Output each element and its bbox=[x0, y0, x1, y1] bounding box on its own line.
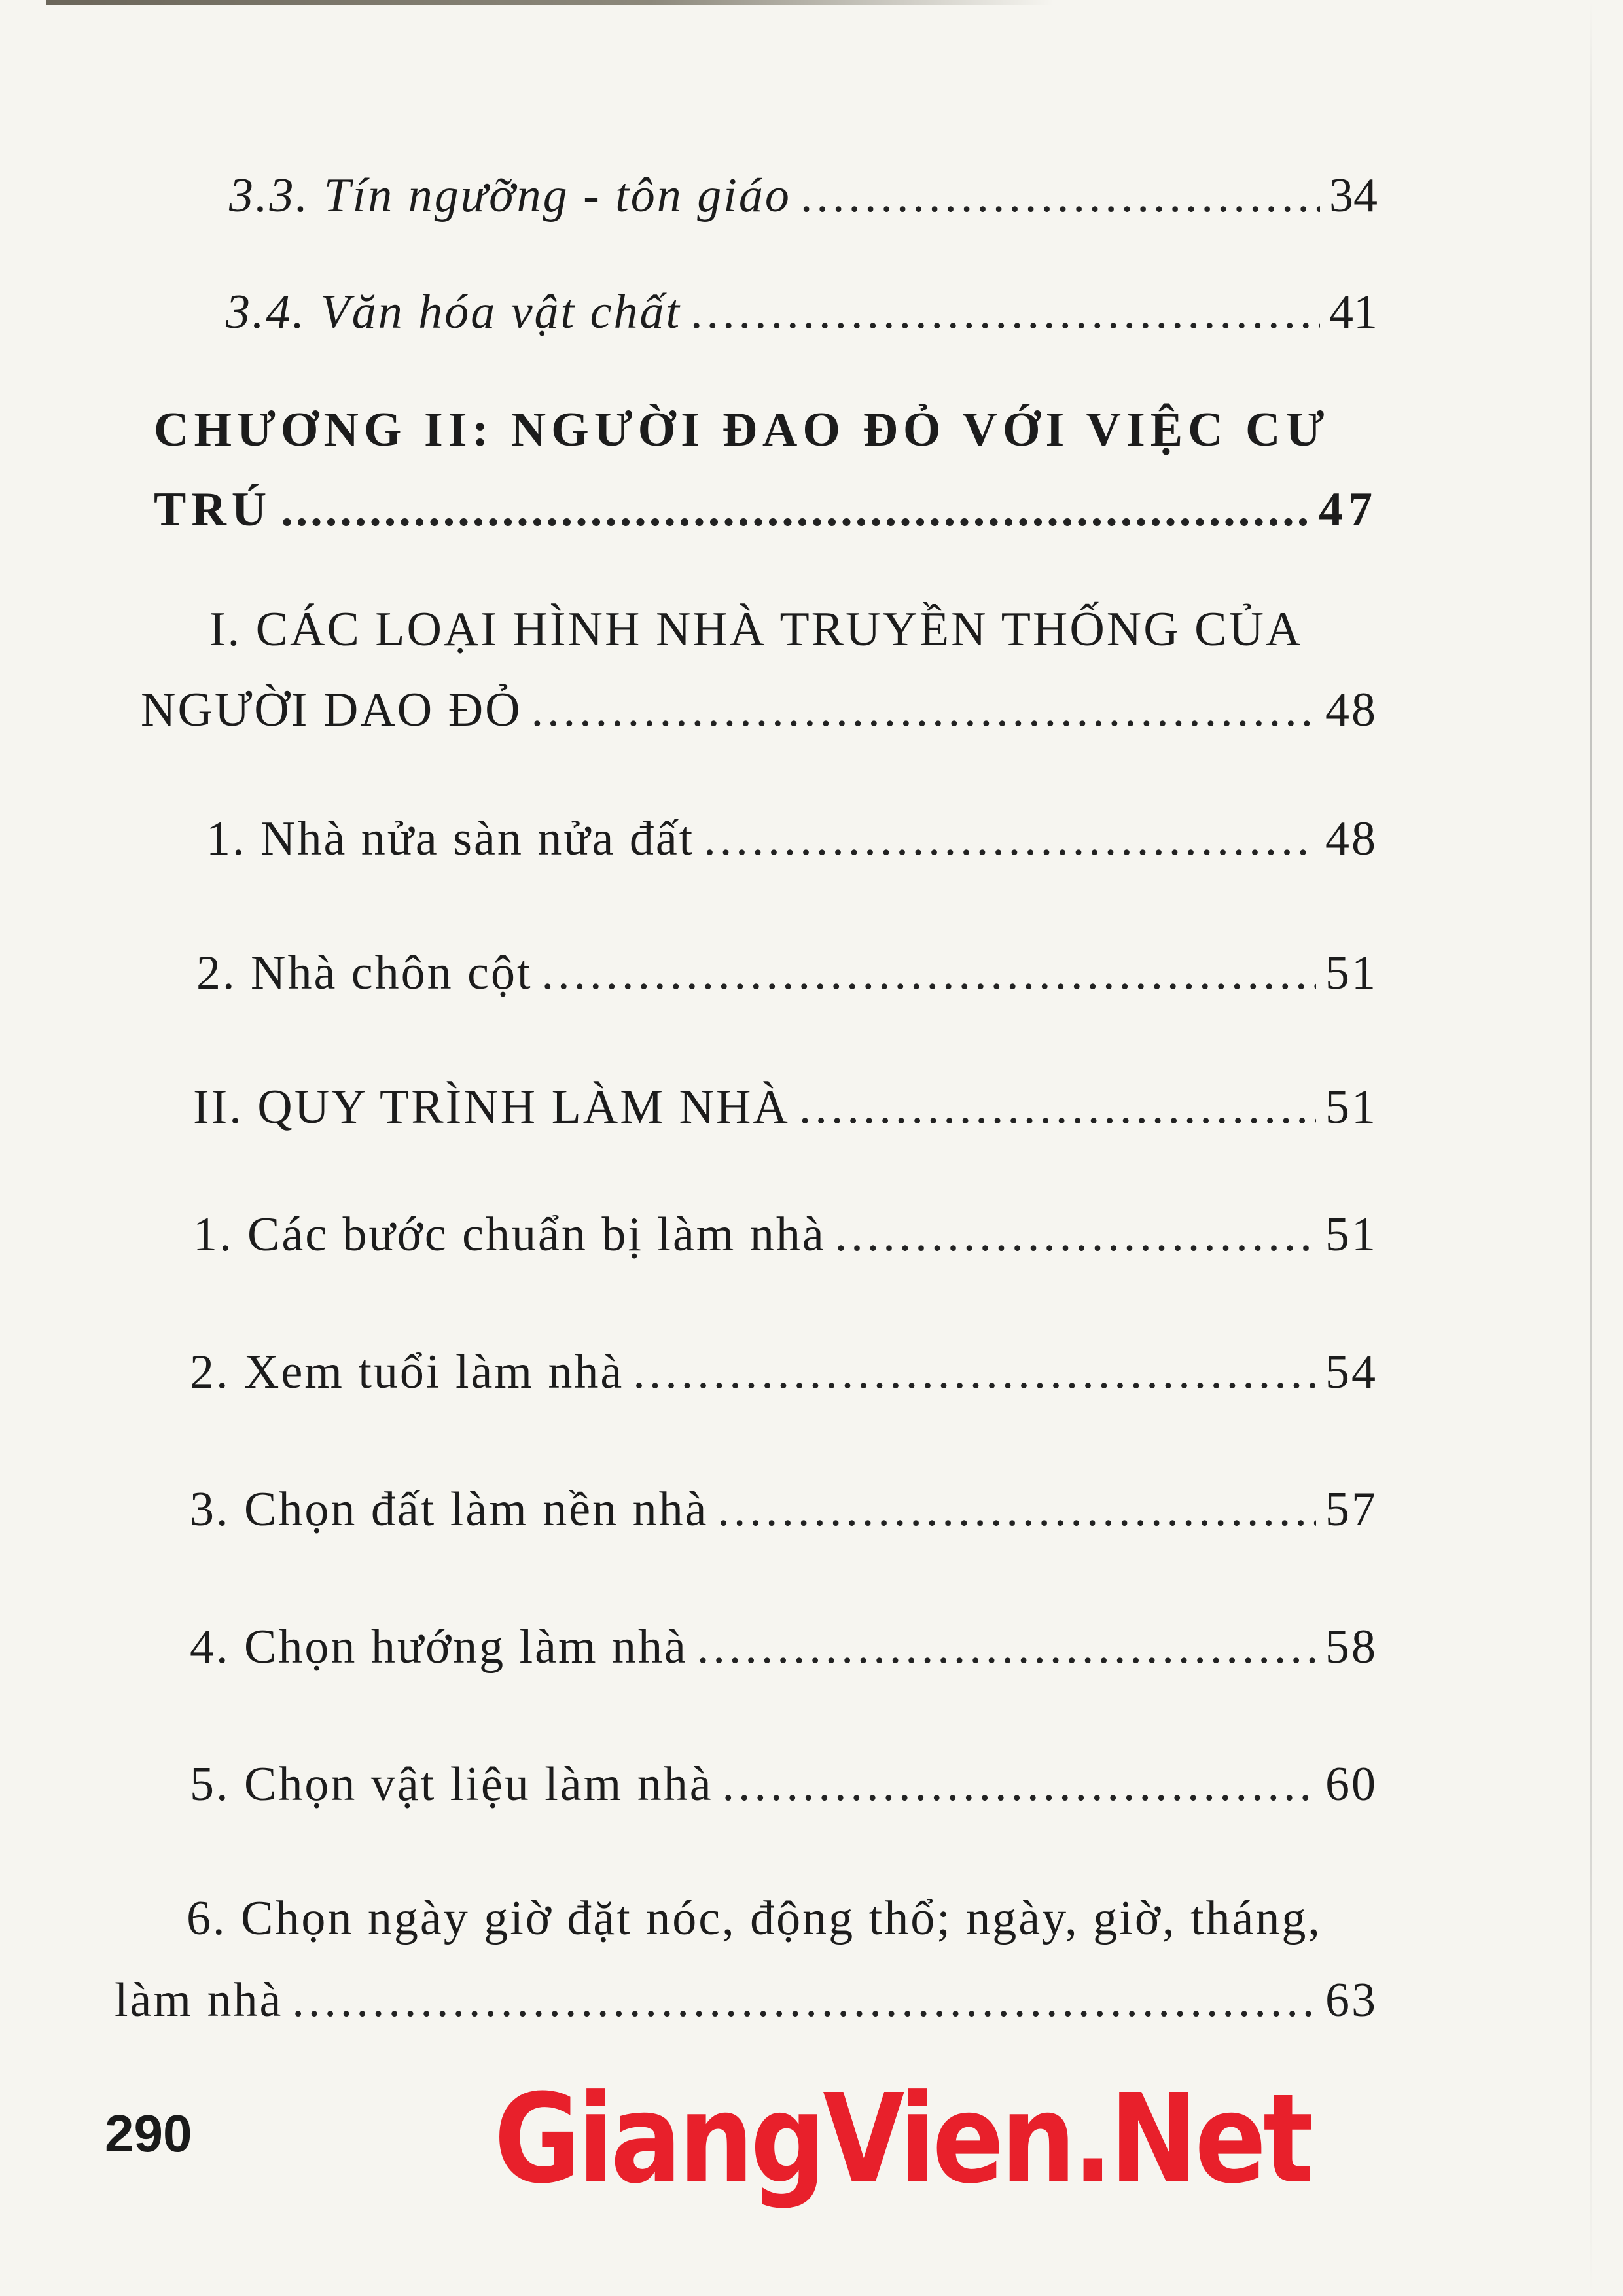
toc-entry-title-continued: làm nhà bbox=[115, 1973, 283, 2027]
toc-entry-chapter-heading bbox=[154, 403, 1330, 457]
toc-entry-title-continued: TRÚ bbox=[154, 483, 272, 537]
toc-entry-page: 57 bbox=[1325, 1483, 1378, 1536]
toc-entry bbox=[190, 1620, 1378, 1674]
toc-entry-title: 1. Nhà nửa sàn nửa đất bbox=[206, 812, 695, 866]
toc-leader-dots bbox=[531, 686, 1316, 734]
toc-leader-dots bbox=[800, 171, 1320, 220]
toc-entry bbox=[229, 171, 1378, 220]
toc-entry-title: 2. Nhà chôn cột bbox=[196, 946, 533, 1000]
toc-leader-dots bbox=[633, 1348, 1316, 1396]
toc-entry-title: 1. Các bước chuẩn bị làm nhà bbox=[193, 1208, 826, 1262]
toc-entry bbox=[206, 812, 1378, 866]
toc-leader-dots bbox=[690, 288, 1320, 336]
toc-entry-page: 48 bbox=[1325, 812, 1378, 866]
toc-entry-page: 51 bbox=[1325, 1208, 1378, 1262]
toc-entry bbox=[190, 1345, 1378, 1399]
toc-leader-dots bbox=[704, 815, 1316, 863]
toc-entry-title: 6. Chọn ngày giờ đặt nóc, động thổ; ngày, giờ, tháng, bbox=[187, 1892, 1322, 1945]
toc-entry bbox=[190, 1757, 1378, 1811]
toc-entry bbox=[115, 1973, 1378, 2027]
watermark-logo: GiangVien.Net bbox=[494, 2068, 1311, 2211]
toc-entry bbox=[193, 1208, 1378, 1262]
toc-entry-title: II. QUY TRÌNH LÀM NHÀ bbox=[193, 1080, 790, 1134]
toc-entry bbox=[193, 1080, 1378, 1134]
toc-leader-dots bbox=[835, 1210, 1316, 1259]
toc-leader-dots bbox=[697, 1623, 1316, 1671]
toc-entry-section-heading bbox=[209, 605, 1302, 654]
toc-entry-page: 51 bbox=[1325, 1080, 1378, 1134]
toc-leader-dots bbox=[717, 1485, 1316, 1534]
toc-entry-page: 54 bbox=[1325, 1345, 1378, 1399]
toc-entry-title-continued: NGƯỜI DAO ĐỎ bbox=[141, 683, 522, 737]
toc-entry-title: 2. Xem tuổi làm nhà bbox=[190, 1345, 624, 1399]
toc-leader-dots bbox=[281, 486, 1310, 534]
page-number: 290 bbox=[105, 2104, 192, 2163]
toc-leader-dots bbox=[799, 1083, 1316, 1131]
toc-leader-dots bbox=[292, 1976, 1316, 2024]
toc-leader-dots bbox=[542, 949, 1316, 997]
toc-entry-title: 3. Chọn đất làm nền nhà bbox=[190, 1483, 709, 1536]
toc-entry-page: 41 bbox=[1329, 285, 1378, 339]
toc-entry bbox=[190, 1485, 1378, 1534]
toc-entry-title: 5. Chọn vật liệu làm nhà bbox=[190, 1757, 713, 1811]
toc-entry-title: I. CÁC LOẠI HÌNH NHÀ TRUYỀN THỐNG CỦA bbox=[209, 603, 1303, 656]
toc-entry bbox=[196, 946, 1378, 1000]
toc-entry-page: 51 bbox=[1325, 946, 1378, 1000]
toc-entry-title: 3.4. Văn hóa vật chất bbox=[226, 285, 682, 339]
toc-entry-page: 58 bbox=[1325, 1620, 1378, 1674]
toc-entry bbox=[226, 285, 1378, 339]
toc-entry bbox=[141, 683, 1378, 737]
toc-entry-title: CHƯƠNG II: NGƯỜI ĐAO ĐỎ VỚI VIỆC CƯ bbox=[154, 403, 1330, 457]
page-top-edge bbox=[46, 0, 1054, 5]
toc-entry-page: 34 bbox=[1329, 169, 1378, 222]
toc-entry-page: 47 bbox=[1319, 483, 1378, 537]
toc-entry-page: 48 bbox=[1325, 683, 1378, 737]
toc-entry-title: 4. Chọn hướng làm nhà bbox=[190, 1620, 688, 1674]
toc-entry-page: 63 bbox=[1325, 1973, 1378, 2027]
page-right-edge bbox=[1590, 0, 1592, 2296]
toc-leader-dots bbox=[722, 1760, 1316, 1809]
toc-entry-multiline-heading bbox=[187, 1894, 1322, 1943]
toc-entry-page: 60 bbox=[1325, 1757, 1378, 1811]
toc-entry bbox=[154, 483, 1378, 537]
toc-entry-title: 3.3. Tín ngưỡng - tôn giáo bbox=[229, 169, 791, 222]
